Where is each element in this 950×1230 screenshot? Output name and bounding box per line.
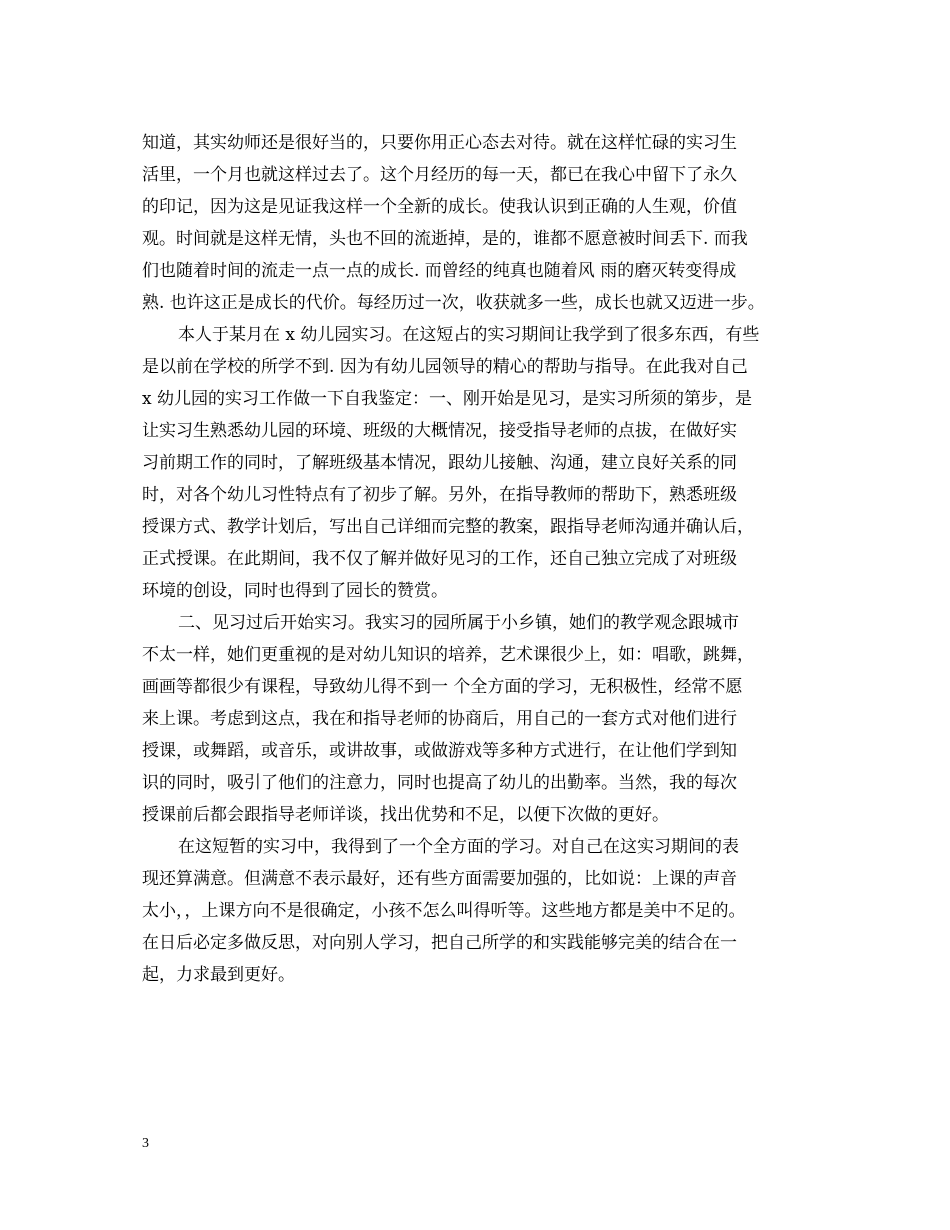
text-line: 识的同时，吸引了他们的注意力，同时也提高了幼儿的出勤率。当然，我的每次: [142, 773, 737, 793]
text-line: 是以前在学校的所学不到. 因为有幼儿园领导的精心的帮助与指导。在此我对自己: [142, 357, 748, 377]
text-line: 熟. 也许这正是成长的代价。每经历过一次，收获就多一些，成长也就又迈进一步。: [142, 293, 765, 313]
text-line: 活里，一个月也就这样过去了。这个月经历的每一天，都已在我心中留下了永久: [142, 165, 737, 185]
text-line: 现还算满意。但满意不表示最好，还有些方面需要加强的，比如说：上课的声音: [142, 869, 737, 889]
text-line: 本人于某月在 x 幼儿园实习。在这短占的实习期间让我学到了很多东西，有些: [178, 325, 760, 345]
text-line: 在这短暂的实习中，我得到了一个全方面的学习。对自己在这实习期间的表: [178, 837, 739, 857]
text-line: 时，对各个幼儿习性特点有了初步了解。另外，在指导教师的帮助下，熟悉班级: [142, 485, 737, 505]
text-line: x 幼儿园的实习工作做一下自我鉴定：一、刚开始是见习，是实习所须的第步，是: [142, 389, 752, 409]
text-line: 在日后必定多做反思，对向别人学习，把自己所学的和实践能够完美的结合在一: [142, 933, 737, 953]
page-number: 3: [142, 1136, 149, 1151]
text-line: 的印记，因为这是见证我这样一个全新的成长。使我认识到正确的人生观，价值: [142, 197, 737, 217]
text-line: 习前期工作的同时，了解班级基本情况，跟幼儿接触、沟通，建立良好关系的同: [142, 453, 737, 473]
text-line: 们也随着时间的流走一点一点的成长. 而曾经的纯真也随着风 雨的磨灭转变得成: [142, 261, 737, 281]
text-line: 授课方式、教学计划后，写出自己详细而完整的教案，跟指导老师沟通并确认后，: [142, 517, 754, 537]
paragraph: [142, 607, 822, 831]
paragraph: [142, 831, 822, 991]
text-line: 观。时间就是这样无情，头也不回的流逝掉，是的，谁都不愿意被时间丢下. 而我: [142, 229, 748, 249]
text-line: 授课前后都会跟指导老师详谈，找出优势和不足，以便下次做的更好。: [142, 805, 669, 825]
text-line: 起，力求最到更好。: [142, 965, 295, 985]
text-line: 授课，或舞蹈，或音乐，或讲故事，或做游戏等多种方式进行，在让他们学到知: [142, 741, 737, 761]
paragraph: [142, 127, 822, 319]
text-line: 不太一样，她们更重视的是对幼儿知识的培养，艺术课很少上，如：唱歌，跳舞，: [142, 645, 754, 665]
text-line: 画画等都很少有课程，导致幼儿得不到一 个全方面的学习，无积极性，经常不愿: [142, 677, 743, 697]
text-line: 来上课。考虑到这点，我在和指导老师的协商后，用自己的一套方式对他们进行: [142, 709, 737, 729]
paragraph: [142, 319, 822, 607]
text-line: 太小，，上课方向不是很确定，小孩不怎么叫得听等。这些地方都是美中不足的。: [142, 901, 746, 921]
text-line: 正式授课。在此期间，我不仅了解并做好见习的工作，还自己独立完成了对班级: [142, 549, 737, 569]
text-line: 让实习生熟悉幼儿园的环境、班级的大概情况，接受指导老师的点拔，在做好实: [142, 421, 737, 441]
text-line: 知道，其实幼师还是很好当的，只要你用正心态去对待。就在这样忙碌的实习生: [142, 133, 737, 153]
text-line: 二、见习过后开始实习。我实习的园所属于小乡镇，她们的教学观念跟城市: [178, 613, 739, 633]
text-line: 环境的创设，同时也得到了园长的赞赏。: [142, 581, 448, 601]
document-body: [142, 127, 822, 991]
